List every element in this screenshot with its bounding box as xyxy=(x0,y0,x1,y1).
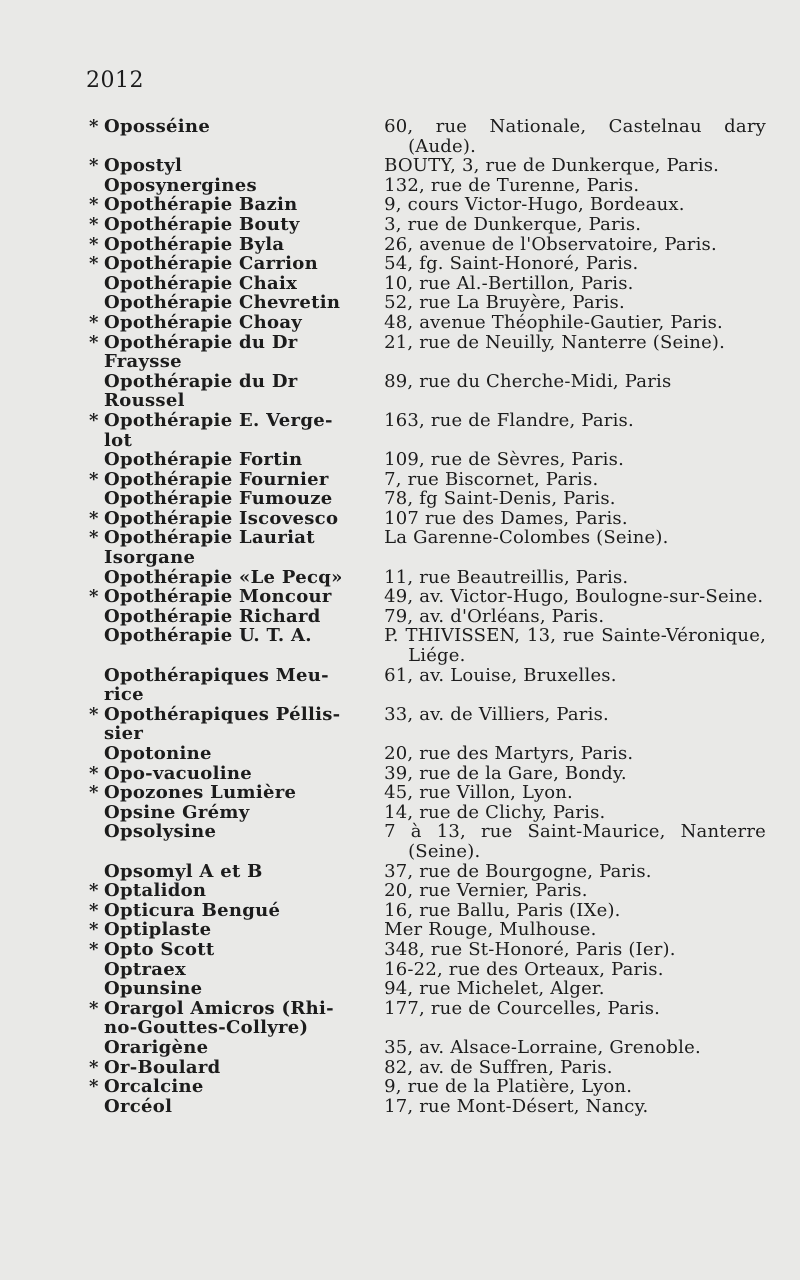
address: 89, rue du Cherche-Midi, Paris xyxy=(384,370,672,392)
directory-entry xyxy=(86,1058,766,1078)
product-name-line: Opticura Bengué xyxy=(104,899,281,921)
product-name xyxy=(86,509,362,529)
product-name xyxy=(86,215,362,235)
product-name-line: Opothérapie E. Verge- xyxy=(104,409,333,431)
asterisk-mark: * xyxy=(89,997,99,1019)
address: 348, rue St-Honoré, Paris (Ier). xyxy=(384,938,676,960)
product-name-line: Opo-vacuoline xyxy=(104,762,253,784)
address: 16, rue Ballu, Paris (IXe). xyxy=(384,899,621,921)
directory-entry xyxy=(86,920,766,940)
asterisk-mark: * xyxy=(89,468,99,490)
asterisk-mark: * xyxy=(89,782,99,804)
product-name xyxy=(86,979,362,999)
product-name xyxy=(86,822,362,861)
address: 132, rue de Turenne, Paris. xyxy=(384,174,640,196)
directory-entry xyxy=(86,254,766,274)
product-name xyxy=(86,333,362,372)
directory-entry xyxy=(86,450,766,470)
product-name-line: Orcéol xyxy=(104,1095,173,1117)
product-name-line: Opothérapie Chaix xyxy=(104,272,298,294)
product-name xyxy=(86,235,362,255)
directory-entry xyxy=(86,333,766,372)
directory-entry xyxy=(86,470,766,490)
address: 20, rue des Martyrs, Paris. xyxy=(384,743,634,764)
directory-entry xyxy=(86,940,766,960)
product-name-line: Opothérapie Byla xyxy=(104,233,285,255)
directory-entry xyxy=(86,195,766,215)
product-name xyxy=(86,411,362,450)
product-name xyxy=(86,450,362,470)
entry-list xyxy=(86,117,766,1116)
directory-entry xyxy=(86,215,766,235)
address: 177, rue de Courcelles, Paris. xyxy=(384,997,661,1019)
address: 94, rue Michelet, Alger. xyxy=(384,978,605,1000)
address: 14, rue de Clichy, Paris. xyxy=(384,801,606,823)
product-name-line: Opozones Lumière xyxy=(104,782,297,804)
address: 7, rue Biscornet, Paris. xyxy=(384,468,599,490)
product-name xyxy=(86,176,362,196)
product-name xyxy=(86,470,362,490)
address: BOUTY, 3, rue de Dunkerque, Paris. xyxy=(384,155,720,177)
product-name xyxy=(86,489,362,509)
product-name-line: Optraex xyxy=(104,958,187,980)
asterisk-mark: * xyxy=(89,194,99,216)
asterisk-mark: * xyxy=(89,586,99,608)
product-name-line: Opothérapie Lauriat xyxy=(104,527,315,549)
address: 26, avenue de l'Observatoire, Paris. xyxy=(384,233,717,255)
product-name-line: Or-Boulard xyxy=(104,1056,221,1078)
product-name-line: Orargol Amicros (Rhi- xyxy=(104,997,334,1019)
product-name-line: Opothérapie «Le Pecq» xyxy=(104,566,343,588)
product-name-line: Opsomyl A et B xyxy=(104,860,263,882)
product-name-line: Opothérapie Bouty xyxy=(104,213,300,235)
address: 61, av. Louise, Bruxelles. xyxy=(384,664,617,686)
product-name xyxy=(86,528,362,567)
address: 3, rue de Dunkerque, Paris. xyxy=(384,213,642,235)
product-name xyxy=(86,881,362,901)
asterisk-mark: * xyxy=(89,919,99,941)
directory-entry xyxy=(86,411,766,450)
product-name xyxy=(86,960,362,980)
asterisk-mark: * xyxy=(89,116,99,137)
product-name xyxy=(86,1077,362,1097)
product-name-line: Opostyl xyxy=(104,155,183,177)
directory-entry xyxy=(86,293,766,313)
address: 52, rue La Bruyère, Paris. xyxy=(384,292,625,314)
product-name xyxy=(86,920,362,940)
address: 82, av. de Suffren, Paris. xyxy=(384,1056,613,1078)
directory-entry xyxy=(86,1038,766,1058)
directory-entry xyxy=(86,960,766,980)
directory-entry xyxy=(86,1077,766,1097)
directory-entry xyxy=(86,705,766,744)
asterisk-mark: * xyxy=(89,155,99,177)
product-name-line: Roussel xyxy=(104,390,185,412)
product-name-line: Opothérapie Carrion xyxy=(104,253,319,275)
product-name xyxy=(86,293,362,313)
directory-entry xyxy=(86,176,766,196)
product-name xyxy=(86,607,362,627)
product-name xyxy=(86,1038,362,1058)
product-name-line: Oposséine xyxy=(104,116,211,137)
address: 35, av. Alsace-Lorraine, Grenoble. xyxy=(384,1036,701,1058)
directory-entry xyxy=(86,156,766,176)
product-name xyxy=(86,1058,362,1078)
directory-entry xyxy=(86,528,766,567)
product-name xyxy=(86,783,362,803)
product-name xyxy=(86,901,362,921)
product-name-line: Opsolysine xyxy=(104,821,217,843)
product-name-line: Opothérapie Iscovesco xyxy=(104,507,339,529)
directory-entry xyxy=(86,509,766,529)
address: Mer Rouge, Mulhouse. xyxy=(384,919,597,941)
product-name-line: Opothérapie Fumouze xyxy=(104,488,333,510)
directory-entry xyxy=(86,568,766,588)
address: 33, av. de Villiers, Paris. xyxy=(384,703,609,725)
address: 163, rue de Flandre, Paris. xyxy=(384,409,634,431)
directory-entry xyxy=(86,822,766,861)
product-name-line: no-Gouttes-Collyre) xyxy=(104,1017,309,1039)
product-name-line: Orcalcine xyxy=(104,1076,204,1098)
product-name-line: Fraysse xyxy=(104,351,182,373)
product-name-line: Opothérapie U. T. A. xyxy=(104,625,312,647)
address: La Garenne-Colombes (Seine). xyxy=(384,527,669,549)
directory-entry xyxy=(86,117,766,156)
directory-entry xyxy=(86,607,766,627)
product-name xyxy=(86,705,362,744)
address: 79, av. d'Orléans, Paris. xyxy=(384,605,605,627)
address: 11, rue Beautreillis, Paris. xyxy=(384,566,629,588)
directory-entry xyxy=(86,881,766,901)
product-name-line: rice xyxy=(104,684,144,706)
asterisk-mark: * xyxy=(89,331,99,353)
directory-entry xyxy=(86,313,766,333)
product-name-line: Opothérapie Chevretin xyxy=(104,292,341,314)
asterisk-mark: * xyxy=(89,507,99,529)
product-name-line: Opothérapie Bazin xyxy=(104,194,298,216)
asterisk-mark: * xyxy=(89,253,99,275)
product-name xyxy=(86,666,362,705)
address: 39, rue de la Gare, Bondy. xyxy=(384,762,627,784)
address: 21, rue de Neuilly, Nanterre (Seine). xyxy=(384,331,726,353)
product-name-line: Opothérapie Richard xyxy=(104,605,321,627)
asterisk-mark: * xyxy=(89,1076,99,1098)
product-name-line: Isorgane xyxy=(104,547,196,569)
product-name-line: Opothérapie du Dr xyxy=(104,370,298,392)
product-name-line: Optiplaste xyxy=(104,919,212,941)
directory-entry xyxy=(86,783,766,803)
asterisk-mark: * xyxy=(89,233,99,255)
address: 37, rue de Bourgogne, Paris. xyxy=(384,860,652,882)
address: 9, rue de la Platière, Lyon. xyxy=(384,1076,633,1098)
product-name-line: Opothérapie Fournier xyxy=(104,468,329,490)
asterisk-mark: * xyxy=(89,213,99,235)
address: 10, rue Al.-Bertillon, Paris. xyxy=(384,272,634,294)
product-name xyxy=(86,764,362,784)
asterisk-mark: * xyxy=(89,409,99,431)
product-name xyxy=(86,1097,362,1117)
directory-entry xyxy=(86,803,766,823)
asterisk-mark: * xyxy=(89,938,99,960)
directory-entry xyxy=(86,274,766,294)
address: 78, fg Saint-Denis, Paris. xyxy=(384,488,616,510)
product-name-line: Opothérapie Moncour xyxy=(104,586,332,608)
product-name xyxy=(86,195,362,215)
product-name xyxy=(86,626,362,665)
product-name xyxy=(86,117,362,156)
product-name xyxy=(86,803,362,823)
directory-entry xyxy=(86,666,766,705)
product-name-line: Oposynergines xyxy=(104,174,257,196)
product-name xyxy=(86,587,362,607)
asterisk-mark: * xyxy=(89,1056,99,1078)
asterisk-mark: * xyxy=(89,703,99,725)
address: 7 à 13, rue Saint-Maurice, Nanterre (Seine). xyxy=(384,821,766,862)
product-name-line: Opto Scott xyxy=(104,938,215,960)
directory-entry xyxy=(86,1097,766,1117)
address: 49, av. Victor-Hugo, Boulogne-sur-Seine. xyxy=(384,586,764,608)
address: 107 rue des Dames, Paris. xyxy=(384,507,628,529)
product-name xyxy=(86,313,362,333)
directory-entry xyxy=(86,744,766,764)
product-name xyxy=(86,254,362,274)
asterisk-mark: * xyxy=(89,899,99,921)
directory-entry xyxy=(86,626,766,665)
product-name xyxy=(86,940,362,960)
address: 109, rue de Sèvres, Paris. xyxy=(384,449,624,471)
address: 60, rue Nationale, Castelnau dary (Aude). xyxy=(384,116,766,157)
product-name xyxy=(86,568,362,588)
product-name-line: Opothérapiques Péllis- xyxy=(104,703,341,725)
directory-entry xyxy=(86,979,766,999)
product-name xyxy=(86,862,362,882)
address: P. THIVISSEN, 13, rue Sainte-Véronique, Liége. xyxy=(384,625,766,667)
page-number: 2012 xyxy=(86,68,144,93)
address: 48, avenue Théophile-Gautier, Paris. xyxy=(384,311,723,333)
asterisk-mark: * xyxy=(89,880,99,902)
product-name xyxy=(86,274,362,294)
directory-entry xyxy=(86,489,766,509)
product-name-line: Opotonine xyxy=(104,743,212,764)
directory-entry xyxy=(86,862,766,882)
product-name xyxy=(86,156,362,176)
asterisk-mark: * xyxy=(89,527,99,549)
address: 16-22, rue des Orteaux, Paris. xyxy=(384,958,664,980)
asterisk-mark: * xyxy=(89,762,99,784)
product-name-line: Opothérapie Fortin xyxy=(104,449,303,471)
address: 45, rue Villon, Lyon. xyxy=(384,782,573,804)
address: 20, rue Vernier, Paris. xyxy=(384,880,588,902)
product-name-line: Opsine Grémy xyxy=(104,801,250,823)
directory-entry xyxy=(86,901,766,921)
address: 54, fg. Saint-Honoré, Paris. xyxy=(384,253,639,275)
product-name-line: Opothérapiques Meu- xyxy=(104,664,329,686)
product-name xyxy=(86,744,362,764)
product-name xyxy=(86,999,362,1038)
asterisk-mark: * xyxy=(89,311,99,333)
product-name-line: sier xyxy=(104,723,144,745)
directory-entry xyxy=(86,235,766,255)
product-name-line: Opothérapie Choay xyxy=(104,311,303,333)
product-name-line: Optalidon xyxy=(104,880,207,902)
directory-entry xyxy=(86,999,766,1038)
product-name-line: Opunsine xyxy=(104,978,203,1000)
directory-entry xyxy=(86,372,766,411)
product-name-line: Opothérapie du Dr xyxy=(104,331,298,353)
directory-entry xyxy=(86,587,766,607)
product-name-line: Orarigène xyxy=(104,1036,209,1058)
address: 17, rue Mont-Désert, Nancy. xyxy=(384,1095,649,1117)
product-name xyxy=(86,372,362,411)
product-name-line: lot xyxy=(104,429,133,451)
address: 9, cours Victor-Hugo, Bordeaux. xyxy=(384,194,685,216)
directory-entry xyxy=(86,764,766,784)
